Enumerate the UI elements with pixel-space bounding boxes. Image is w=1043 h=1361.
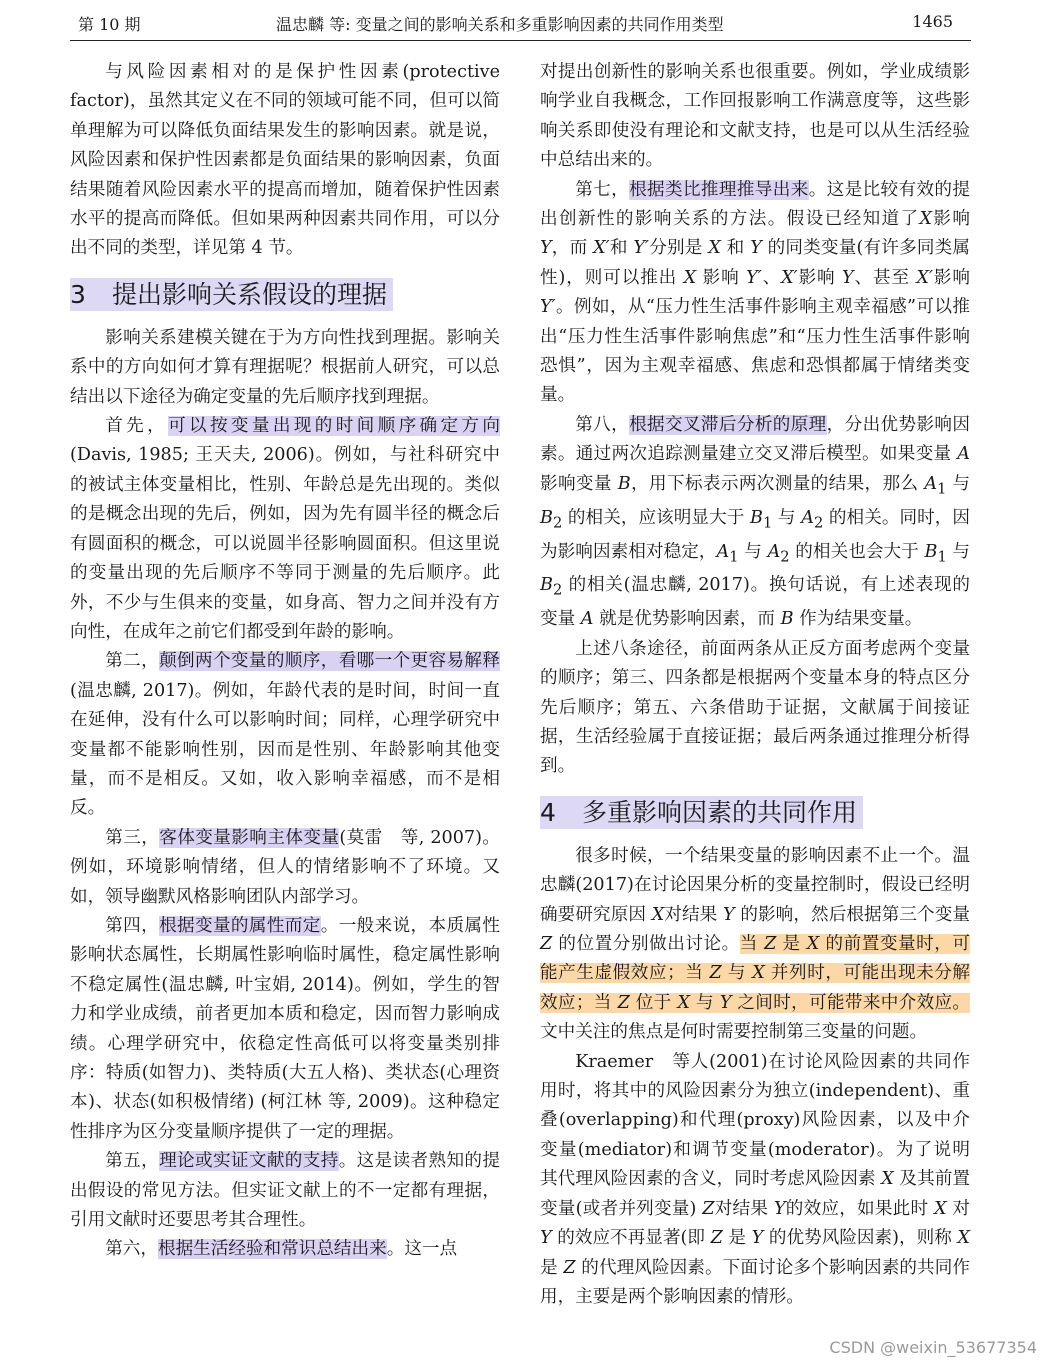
right-column <box>540 58 970 1312</box>
paragraph-third: 第三，客体变量影响主体变量(莫雷 等, 2007)。例如，环境影响情绪，但人的情绪影响不了环境。又如，领导幽默风格影响团队内部学习。 <box>70 827 500 907</box>
highlight: 根据变量的属性而定 <box>159 915 321 936</box>
highlight: 根据生活经验和常识总结出来 <box>157 1239 387 1260</box>
paragraph-eighth: 第八，根据交叉滞后分析的原理，分出优势影响因素。通过两次追踪测量建立交叉滞后模型。如果变量 A 影响变量 B，用下标表示两次测量的结果，那么 $A_1$ 与 $B_2$ 的相关，应该明显大于 $B_1$ 与 $A_2$ 的相关。同时，因为影响因素相对稳定，$A_1$ 与 $A_2$ 的相关也会大于 $B_1$ 与 $B_2$ 的相关(温忠麟, 2017)。换句话说，有上述表现的变量 A 就是优势影响因素，而 B 作为结果变量。 <box>540 414 971 630</box>
section-4-heading <box>540 796 970 830</box>
section-number: 4 <box>540 797 556 827</box>
highlight: 根据类比推理推导出来 <box>629 179 809 200</box>
paragraph: 影响关系建模关键在于为方向性找到理据。影响关系中的方向如何才算有理据呢？根据前人研究，可以总结出以下途径为确定变量的先后顺序找到理据。 <box>70 327 500 407</box>
csdn-watermark: CSDN @weixin_53677354 <box>829 1338 1037 1357</box>
paragraph-summary: 上述八条途径，前面两条从正反方面考虑两个变量的顺序；第三、四条都是根据两个变量本身的特点区分先后顺序；第五、六条借助于证据，文献属于间接证据，生活经验属于直接证据；最后两条通过推理分析得到。 <box>540 638 970 777</box>
left-column <box>70 58 500 1265</box>
section-title: 提出影响关系假设的理据 <box>112 279 388 309</box>
paragraph-sixth: 第六，根据生活经验和常识总结出来。这一点 <box>105 1239 458 1260</box>
paragraph: 对提出创新性的影响关系也很重要。例如，学业成绩影响学业自我概念，工作回报影响工作满意度等，这些影响关系即使没有理论和文献支持，也是可以从生活经验中总结出来的。 <box>540 62 970 171</box>
section-title: 多重影响因素的共同作用 <box>582 797 858 827</box>
page-number: 1465 <box>912 12 953 31</box>
section-number: 3 <box>70 279 86 309</box>
paragraph-fourth: 第四，根据变量的属性而定。一般来说，本质属性影响状态属性，长期属性影响临时属性，稳定属性影响不稳定属性(温忠麟, 叶宝娟, 2014)。例如，学生的智力和学业成绩，前者更加本质和稳定，因而智力影响成绩。心理学研究中，依稳定性高低可以将变量类别排序：特质(如智力)、类特质(大五人格)、类状态(心理资本)、状态(如积极情绪) (柯江林 等, 2009)。这种稳定性排序为区分变量顺序提供了一定的理据。 <box>70 915 500 1142</box>
running-title: 温忠麟 等: 变量之间的影响关系和多重影响因素的共同作用类型 <box>276 15 724 34</box>
highlight: 根据交叉滞后分析的原理 <box>629 414 827 435</box>
paragraph: 与风险因素相对的是保护性因素(protective factor)，虽然其定义在不同的领域可能不同，但可以简单理解为可以降低负面结果发生的影响因素。就是说，风险因素和保护性因素都是负面结果的影响因素，负面结果随着风险因素水平的提高而增加，随着保护性因素水平的提高而降低。但如果两种因素共同作用，可以分出不同的类型，详见第 4 节。 <box>70 62 500 259</box>
paragraph: Kraemer 等人(2001)在讨论风险因素的共同作用时，将其中的风险因素分为独立(independent)、重叠(overlapping)和代理(proxy)风险因素，以及中介变量(mediator)和调节变量(moderator)。为了说明其代理风险因素的含义，同时考虑风险因素 X 及其前置变量(或者并列变量) Z对结果 Y的效应，如果此时 X 对 Y 的效应不再显著(即 Z 是 Y 的优势风险因素)，则称 X 是 Z 的代理风险因素。下面讨论多个影响因素的共同作用，主要是两个影响因素的情形。 <box>540 1051 971 1307</box>
paragraph-first: 首先，可以按变量出现的时间顺序确定方向(Davis, 1985; 王天夫, 2006)。例如，与社科研究中的被试主体变量相比，性别、年龄总是先出现的。类似的是概念出现的先后，例如，因为先有圆半径的概念后有圆面积的概念，可以说圆半径影响圆面积。但这里说的变量出现的先后顺序不等同于测量的先后顺序。此外，不少与生俱来的变量，如身高、智力之间并没有方向性，在成年之前它们都受到年龄的影响。 <box>70 416 500 642</box>
highlight: 可以按变量出现的时间顺序确定方向 <box>168 416 500 437</box>
highlight: 颠倒两个变量的顺序，看哪一个更容易解释 <box>159 651 500 672</box>
paragraph-seventh: 第七，根据类比推理推导出来。这是比较有效的提出创新性的影响关系的方法。假设已经知道了X影响 Y，而 X′和 Y′分别是 X 和 Y 的同类变量(有许多同类属性)，则可以推出 X 影响 Y′、X′影响 Y、甚至 X′影响 Y′。例如，从“压力性生活事件影响主观幸福感”可以推出“压力性生活事件影响焦虑”和“压力性生活事件影响恐惧”，因为主观幸福感、焦虑和恐惧都属于情绪类变量。 <box>540 179 971 406</box>
paragraph: 很多时候，一个结果变量的影响因素不止一个。温忠麟(2017)在讨论因果分析的变量控制时，假设已经明确要研究原因 X对结果 Y 的影响，然后根据第三个变量 Z 的位置分别做出讨论。当 Z 是 X 的前置变量时，可能产生虚假效应；当 Z 与 X 并列时，可能出现未分解效应；当 Z 位于 X 与 Y 之间时，可能带来中介效应。文中关注的焦点是何时需要控制第三变量的问题。 <box>540 845 971 1043</box>
highlight-orange: 当 Z 是 X 的前置变量时，可能产生虚假效应；当 Z 与 X 并列时，可能出现未分解效应；当 Z 位于 X 与 Y 之间时，可能带来中介效应。 <box>540 934 971 1013</box>
paragraph-fifth: 第五，理论或实证文献的支持。这是读者熟知的提出假设的常见方法。但实证文献上的不一定都有理据，引用文献时还要思考其合理性。 <box>70 1151 500 1231</box>
highlight: 客体变量影响主体变量 <box>159 827 340 848</box>
running-header <box>70 6 971 34</box>
section-3-heading <box>70 278 500 312</box>
issue-number: 第 10 期 <box>78 15 141 34</box>
paragraph-second: 第二，颠倒两个变量的顺序，看哪一个更容易解释(温忠麟, 2017)。例如，年龄代表的是时间，时间一直在延伸，没有什么可以影响时间；同样，心理学研究中变量都不能影响性别，因而是性别、年龄影响其他变量，而不是相反。又如，收入影响幸福感，而不是相反。 <box>70 651 500 819</box>
highlight: 理论或实证文献的支持 <box>159 1151 339 1172</box>
header-rule <box>70 40 971 41</box>
